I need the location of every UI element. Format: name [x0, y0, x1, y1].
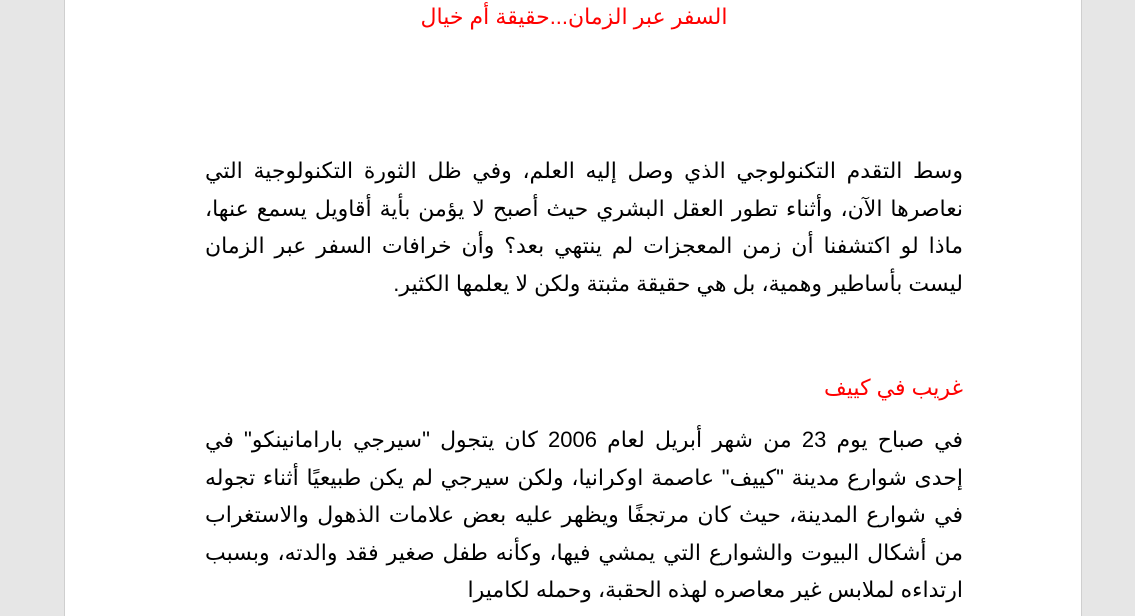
document-page: [64, 0, 1082, 616]
intro-paragraph: وسط التقدم التكنولوجي الذي وصل إليه العلم، وفي ظل الثورة التكنولوجية التي نعاصرها الآن، وأثناء تطور العقل البشري حيث أصبح لا يؤمن بأية أقاويل يسمع عنها، ماذا لو اكتشفنا أن زمن المعجزات لم ينتهي بعد؟ وأن خرافات السفر عبر الزمان ليست بأساطير وهمية، بل هي حقيقة مثبتة ولكن لا يعلمها الكثير.: [205, 158, 963, 296]
section-paragraph: في صباح يوم 23 من شهر أبريل لعام 2006 كان يتجول "سيرجي بارامانينكو" في إحدى شوارع مدينة "كييف" عاصمة اوكرانيا، ولكن سيرجي لم يكن طبيعيًا أثناء تجوله في شوارع المدينة، حيث كان مرتجفًا ويظهر عليه بعض علامات الذهول والاستغراب من أشكال البيوت والشوارع التي يمشي فيها، وكأنه طفل صغير فقد والدته، وبسبب ارتداءه لملابس غير معاصره لهذه الحقبة، وحمله لكاميرا: [205, 427, 964, 602]
document-title: السفر عبر الزمان...حقيقة أم خيال: [420, 4, 728, 29]
section-heading: غريب في كييف: [824, 375, 963, 400]
